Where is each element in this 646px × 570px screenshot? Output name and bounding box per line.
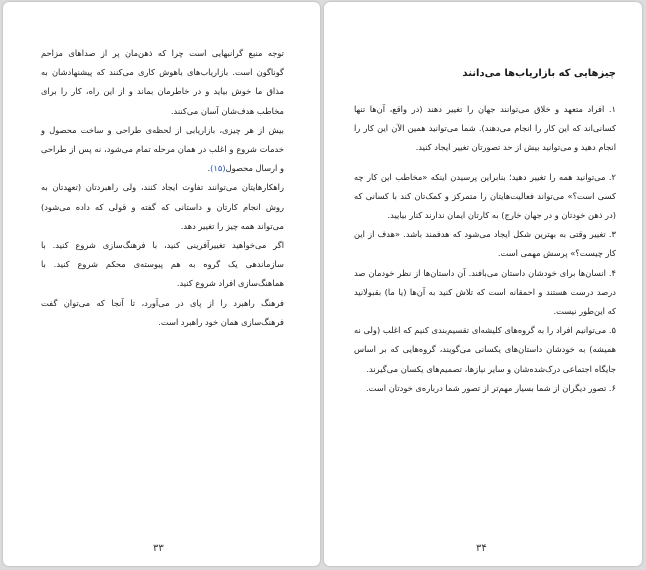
left-page bbox=[3, 2, 320, 566]
paragraph: راهکارهایتان می‌توانند تفاوت ایجاد کنند، ولی راهبردتان (تعهدتان به روش انجام کارتان و داستانی که گفته و قولی که داده می‌شود) می‌تواند همه چیز را تغییر دهد. bbox=[41, 182, 284, 231]
paragraph: توجه منبع گرانبهایی است چرا که ذهن‌مان پر از صداهای مزاحم گوناگون است. بازاریاب‌های باهوش کاری می‌کنند که پیشنهادشان به مذاق ما خوش بیاید و در خاطرمان بماند و از این راه، کار را برای مخاطب هدف‌شان آسان می‌کنند. bbox=[41, 48, 284, 116]
page-number: ۳۴ bbox=[476, 543, 487, 554]
paragraph: اگر می‌خواهید تغییرآفرینی کنید، با فرهنگ‌سازی شروع کنید. با سازماندهی یک گروه به هم پیوسته‌ی محکم شروع کنید. با هماهنگ‌سازی افراد شروع کنید. bbox=[41, 240, 284, 289]
section-heading: چیزهایی که بازاریاب‌ها می‌دانند bbox=[462, 68, 616, 79]
right-page bbox=[324, 2, 642, 566]
citation-link[interactable]: (۱۵) bbox=[210, 163, 226, 174]
paragraph-end: . bbox=[207, 163, 211, 174]
left-page-body bbox=[41, 44, 284, 332]
list-item: ۱. افراد متعهد و خلاق می‌توانند جهان را تغییر دهند (در واقع، آن‌ها تنها کسانی‌اند که این کار را انجام می‌دهند). شما می‌توانید همین الآن این کار را انجام دهید و می‌توانید بیش از حد تصورتان تغییر ایجاد کنید. bbox=[354, 104, 616, 153]
paragraph: فرهنگ راهبرد را از پای در می‌آورد، تا آنجا که می‌توان گفت فرهنگ‌سازی همان خود راهبرد است. bbox=[41, 297, 284, 327]
list-item: ۵. می‌توانیم افراد را به گروه‌های کلیشه‌ای تقسیم‌بندی کنیم که اغلب (ولی نه همیشه) به خودشان داستان‌های یکسانی می‌گویند، گروه‌هایی که بر اساس جایگاه اجتماعی درک‌شده‌شان و سایر نیازها، تصمیم‌های یکسان می‌گیرند. bbox=[354, 325, 616, 374]
list-item: ۳. تغییر وقتی به بهترین شکل ایجاد می‌شود که هدفمند باشد. «هدف از این کار چیست؟» پرسش مهمی است. bbox=[354, 229, 616, 259]
paragraph bbox=[41, 121, 284, 179]
list-item: ۶. تصور دیگران از شما بسیار مهم‌تر از تصور شما درباره‌ی خودتان است. bbox=[366, 382, 616, 393]
list-item: ۲. می‌توانید همه را تغییر دهید؛ بنابراین پرسیدن اینکه «مخاطب این کار چه کسی است؟» می‌تواند فعالیت‌هایتان را متمرکز و کمک‌تان کند با کسانی که (در ذهن خودتان و در جهان خارج) به کارتان ایمان ندارند کنار بیایید. bbox=[354, 171, 616, 221]
right-page-body bbox=[354, 100, 616, 398]
paragraph-text: بیش از هر چیزی، بازاریابی از لحظه‌ی طراحی و ساخت محصول و خدمات شروع و اغلب در همان مرحله تمام می‌شود، نه پس از طراحی و ارسال محصول bbox=[41, 124, 284, 174]
list-item: ۴. انسان‌ها برای خودشان داستان می‌بافند. آن داستان‌ها از نظر خودمان صد درصد درست هستند و احمقانه است که تلاش کنید به آن‌ها (یا ما) بقبولانید که این‌طور نیست. bbox=[354, 267, 616, 317]
page-number: ۳۳ bbox=[153, 543, 164, 554]
